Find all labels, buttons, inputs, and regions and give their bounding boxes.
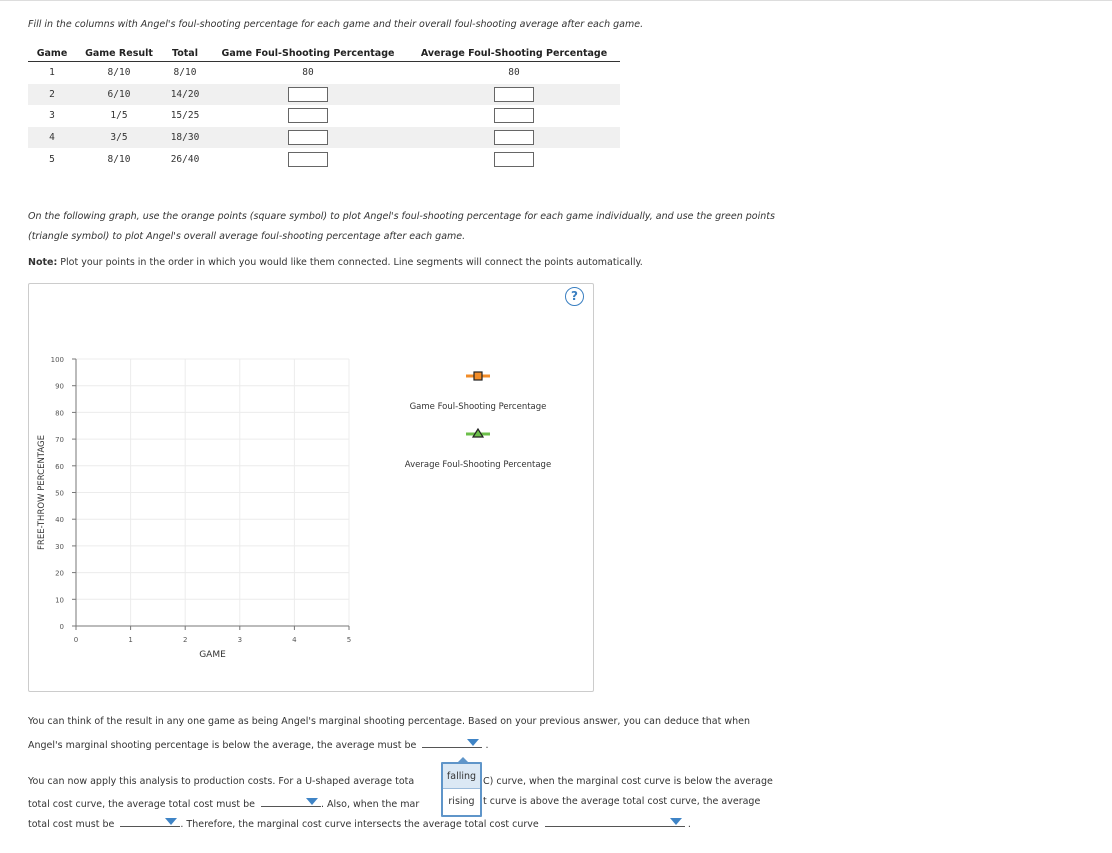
chevron-down-icon [670, 818, 682, 825]
y-axis-label: FREE-THROW PERCENTAGE [37, 435, 47, 550]
y-tick-label: 70 [55, 436, 64, 445]
cell-game: 4 [49, 132, 55, 144]
y-tick-label: 30 [55, 542, 64, 551]
q2-dropdown-1[interactable] [261, 796, 321, 807]
help-icon[interactable]: ? [565, 287, 584, 306]
header-game: Game [36, 47, 68, 59]
cell-game: 3 [49, 110, 55, 122]
q1-line1: You can think of the result in any one game as being Angel's marginal shooting percentage. Based on your previous answer, you can deduce that when [28, 716, 750, 727]
y-tick-label: 60 [55, 462, 64, 471]
q1-end: . [485, 740, 489, 751]
table-instructions: Fill in the columns with Angel's foul-shooting percentage for each game and their overall foul-shooting average after each game. [28, 19, 644, 30]
y-tick-label: 40 [55, 516, 64, 525]
y-tick-label: 0 [59, 623, 64, 631]
cell-total: 8/10 [173, 67, 197, 79]
q1-dropdown[interactable] [422, 737, 482, 748]
cell-result: 3/5 [110, 132, 128, 144]
x-tick-label: 3 [237, 636, 243, 644]
cell-game-percentage: 80 [302, 67, 314, 79]
popup-arrow-icon [457, 757, 469, 763]
cell-average-percentage: 80 [508, 67, 520, 79]
x-tick-label: 2 [182, 636, 188, 644]
y-tick-label: 80 [55, 409, 64, 418]
q2-line1b: C) curve, when the marginal cost curve is below the average [483, 776, 773, 787]
q1-line2-text: Angel's marginal shooting percentage is below the average, the average must be [28, 740, 417, 751]
chevron-down-icon [306, 798, 318, 805]
q2-dropdown-3[interactable] [545, 816, 685, 827]
header-total: Total [172, 47, 198, 59]
chevron-down-icon [467, 739, 479, 746]
y-tick-label: 100 [50, 356, 64, 364]
q2-line2c: t curve is above the average total cost curve, the average [483, 796, 761, 807]
dropdown-popup [441, 762, 482, 817]
legend-square-icon [474, 372, 482, 380]
header-game-percentage: Game Foul-Shooting Percentage [221, 47, 395, 59]
cell-total: 18/30 [170, 132, 200, 144]
q2-dropdown-2[interactable] [120, 816, 180, 827]
q2-line2-mid: . Also, when the mar [321, 799, 420, 810]
header-game-result: Game Result [85, 47, 153, 59]
x-tick-label: 1 [128, 636, 133, 644]
y-tick-label: 20 [55, 569, 64, 578]
cell-result: 8/10 [107, 67, 131, 79]
x-tick-label: 5 [346, 636, 352, 644]
x-tick-label: 4 [292, 636, 297, 644]
chevron-down-icon [165, 818, 177, 825]
y-tick-label: 50 [55, 489, 64, 498]
legend-label-game: Game Foul-Shooting Percentage [409, 402, 547, 412]
q2-line3-mid: . Therefore, the marginal cost curve intersects the average total cost curve [180, 819, 539, 830]
cell-total: 15/25 [170, 110, 200, 122]
option-falling[interactable]: falling [443, 764, 480, 789]
cell-result: 8/10 [107, 153, 131, 165]
q2-end: . [687, 819, 691, 830]
header-average-percentage: Average Foul-Shooting Percentage [420, 47, 608, 59]
x-axis-label: GAME [199, 650, 226, 660]
cell-game: 1 [49, 67, 55, 79]
note-label: Note: [28, 257, 58, 268]
q2-line3 [28, 816, 691, 830]
option-rising[interactable]: rising [448, 796, 475, 807]
y-tick-label: 90 [55, 382, 64, 391]
cell-game: 5 [49, 153, 55, 165]
q2-line1a: You can now apply this analysis to production costs. For a U-shaped average tota [28, 776, 415, 787]
y-tick-label: 10 [55, 596, 64, 605]
note-text: Plot your points in the order in which you would like them connected. Line segments will connect the points automatically. [57, 257, 643, 268]
graph-instructions: On the following graph, use the orange points (square symbol) to plot Angel's foul-shooting percentage for each game individually, and use the green points (triangle symbol) to plot Angel's overall average foul-shooting percentage after each game. [28, 211, 775, 242]
cell-game: 2 [49, 88, 55, 100]
q2-line3-text: total cost must be [28, 819, 115, 830]
x-tick-label: 0 [73, 636, 79, 644]
cell-total: 26/40 [170, 153, 200, 165]
cell-total: 14/20 [170, 88, 200, 100]
q2-line2-text: total cost curve, the average total cost must be [28, 799, 255, 810]
legend-label-average: Average Foul-Shooting Percentage [404, 460, 552, 470]
cell-result: 6/10 [107, 88, 131, 100]
q2-line2 [28, 796, 419, 810]
cell-result: 1/5 [110, 110, 128, 122]
q1-line2 [28, 737, 488, 751]
